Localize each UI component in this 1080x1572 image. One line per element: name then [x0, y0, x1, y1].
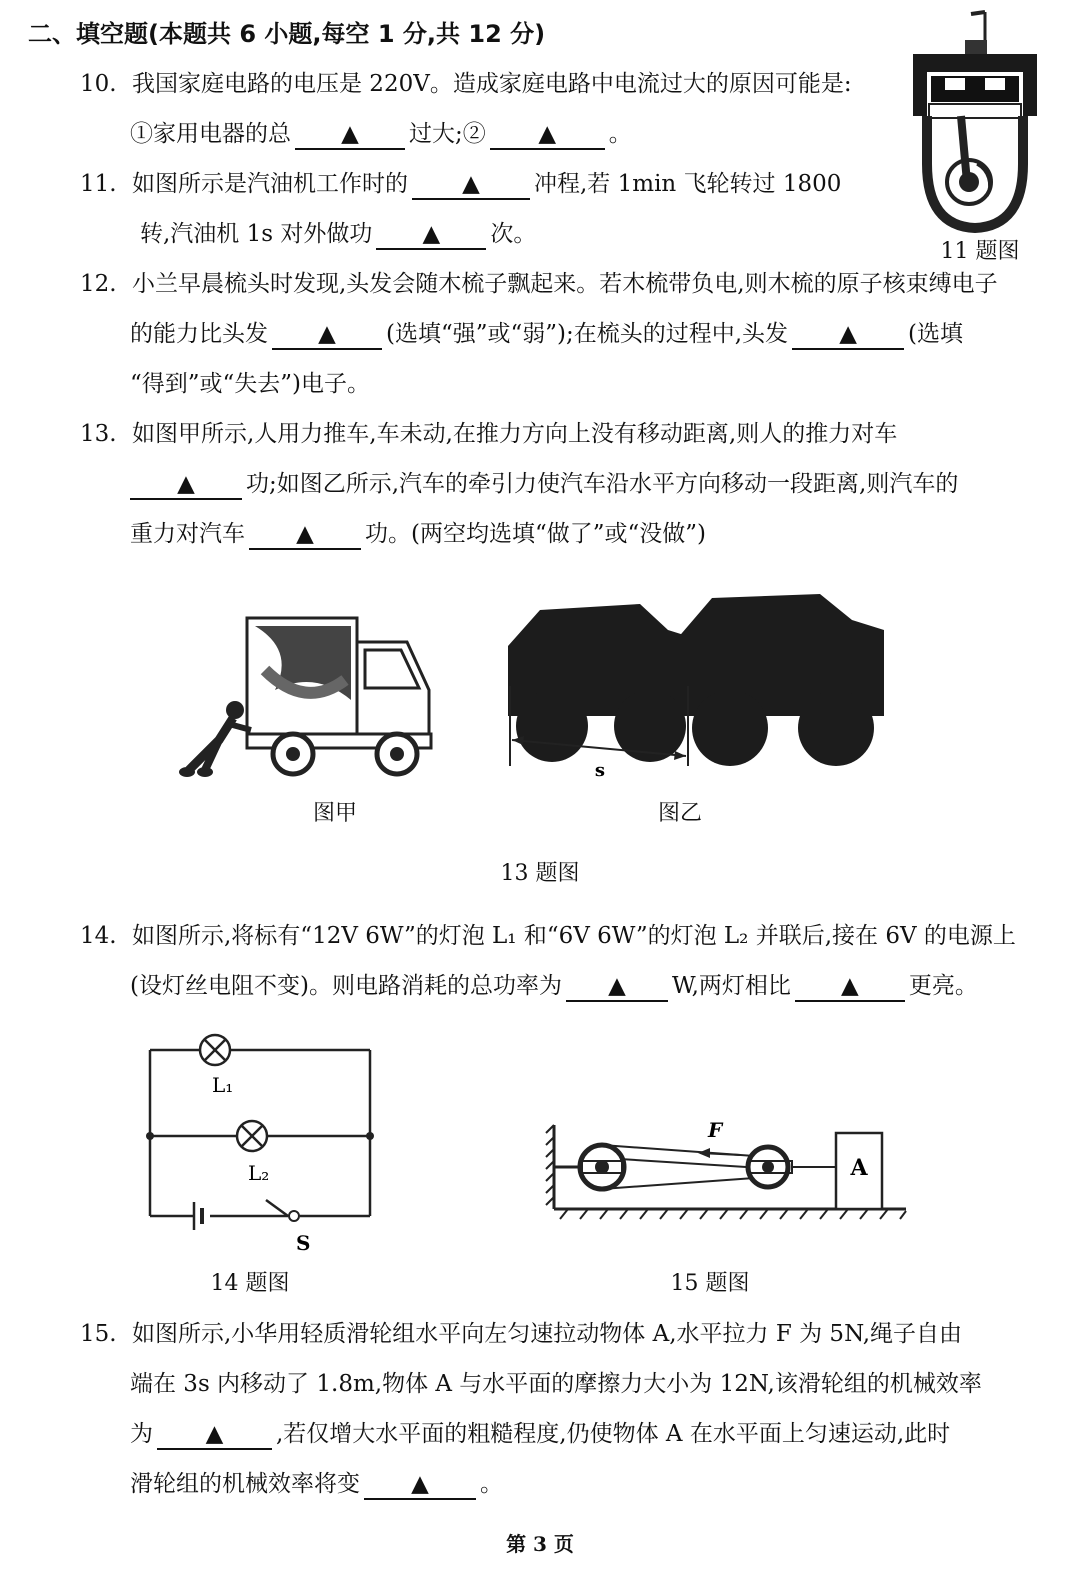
answer-blank[interactable]: ▲ [272, 320, 382, 350]
q10-line2: ①家用电器的总 ▲ 过大;② ▲ 。 [130, 118, 632, 150]
object-a-label: A [850, 1155, 868, 1181]
question-number: 15. [80, 1321, 117, 1347]
answer-blank[interactable]: ▲ [249, 520, 361, 550]
answer-blank[interactable]: ▲ [412, 170, 530, 200]
dump-truck-figure [500, 590, 895, 790]
engine-figure [905, 4, 1045, 236]
figure-label-yi: 图乙 [657, 801, 702, 826]
answer-blank[interactable]: ▲ [157, 1420, 272, 1450]
q10-line1: 10. 我国家庭电路的电压是 220V。造成家庭电路中电流过大的原因可能是: [80, 68, 852, 100]
q13-line2: ▲ 功;如图乙所示,汽车的牵引力使汽车沿水平方向移动一段距离,则汽车的 [130, 468, 958, 500]
answer-blank[interactable]: ▲ [130, 470, 242, 500]
question-number: 13. [80, 421, 117, 447]
answer-blank[interactable]: ▲ [795, 972, 905, 1002]
q15-line3: 为 ▲ ,若仅增大水平面的粗糙程度,仍使物体 A 在水平面上匀速运动,此时 [130, 1418, 950, 1450]
truck-push-figure [175, 610, 440, 785]
figure-caption: 15 题图 [670, 1271, 750, 1296]
question-number: 12. [80, 271, 117, 297]
answer-blank[interactable]: ▲ [295, 120, 405, 150]
circuit-figure [140, 1030, 390, 1260]
switch-label: S [296, 1231, 311, 1255]
q12-line2: 的能力比头发 ▲ (选填“强”或“弱”);在梳头的过程中,头发 ▲ (选填 [130, 318, 963, 350]
distance-label: s [594, 760, 606, 781]
q12-line1: 12. 小兰早晨梳头时发现,头发会随木梳子飘起来。若木梳带负电,则木梳的原子核束缚电子 [80, 268, 998, 300]
q14-line1: 14. 如图所示,将标有“12V 6W”的灯泡 L₁ 和“6V 6W”的灯泡 L₂ 并联后,接在 6V 的电源上 [80, 920, 1016, 952]
answer-blank[interactable]: ▲ [566, 972, 668, 1002]
answer-blank[interactable]: ▲ [490, 120, 605, 150]
force-f-label: F [708, 1118, 723, 1142]
q15-line2: 端在 3s 内移动了 1.8m,物体 A 与水平面的摩擦力大小为 12N,该滑轮组的机械效率 [130, 1371, 982, 1397]
figure-caption: 11 题图 [940, 239, 1020, 264]
answer-blank[interactable]: ▲ [376, 220, 486, 250]
answer-blank[interactable]: ▲ [792, 320, 904, 350]
figure-label-jia: 图甲 [312, 801, 357, 826]
answer-blank[interactable]: ▲ [364, 1470, 476, 1500]
lamp-l1-label: L₁ [212, 1073, 234, 1097]
q13-line1: 13. 如图甲所示,人用力推车,车未动,在推力方向上没有移动距离,则人的推力对车 [80, 418, 897, 450]
q11-line2: 转,汽油机 1s 对外做功 ▲ 次。 [140, 218, 536, 250]
lamp-l2-label: L₂ [248, 1161, 270, 1185]
q13-line3: 重力对汽车 ▲ 功。(两空均选填“做了”或“没做”) [130, 518, 706, 550]
question-number: 11. [80, 171, 117, 197]
q15-line1: 15. 如图所示,小华用轻质滑轮组水平向左匀速拉动物体 A,水平拉力 F 为 5N,绳子自由 [80, 1318, 962, 1350]
q11-line1: 11. 如图所示是汽油机工作时的 ▲ 冲程,若 1min 飞轮转过 1800 [80, 168, 841, 200]
section-title: 二、填空题(本题共 6 小题,每空 1 分,共 12 分) [28, 20, 546, 48]
question-number: 10. [80, 71, 117, 97]
question-number: 14. [80, 923, 117, 949]
q12-line3: “得到”或“失去”)电子。 [130, 371, 371, 397]
page-number: 第 3 页 [506, 1532, 574, 1556]
q14-line2: (设灯丝电阻不变)。则电路消耗的总功率为 ▲ W,两灯相比 ▲ 更亮。 [130, 970, 978, 1002]
pulley-figure [540, 1115, 910, 1225]
figure-caption: 13 题图 [500, 861, 580, 886]
q15-line4: 滑轮组的机械效率将变 ▲ 。 [130, 1468, 503, 1500]
figure-caption: 14 题图 [210, 1271, 290, 1296]
